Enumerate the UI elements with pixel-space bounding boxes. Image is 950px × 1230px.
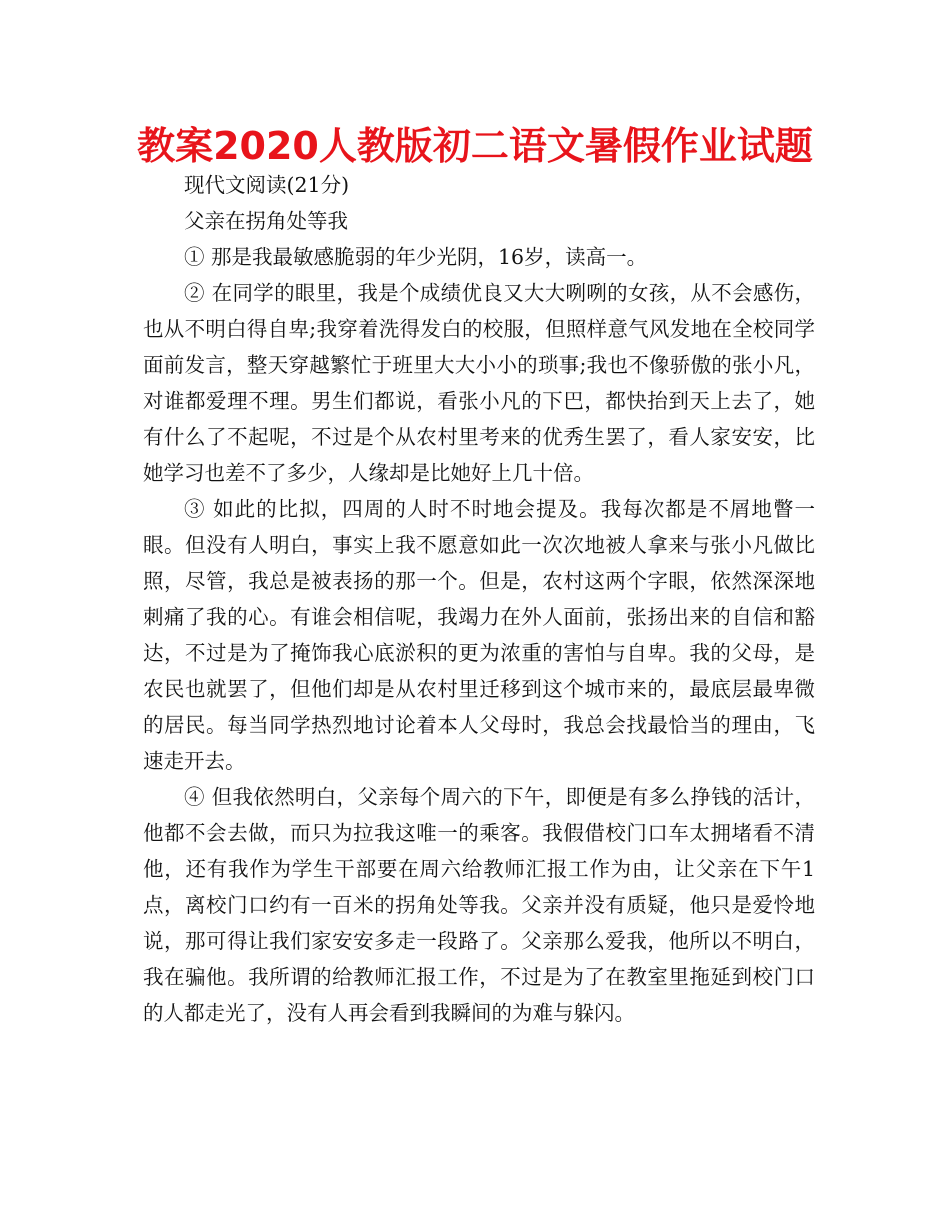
paragraph: ① 那是我最敏感脆弱的年少光阴，16岁，读高一。 (184, 245, 648, 269)
article-title: 父亲在拐角处等我 (184, 209, 348, 233)
section-heading: 现代文阅读(21分) (184, 173, 350, 197)
document-title: 教案2020人教版初二语文暑假作业试题 (137, 124, 813, 168)
paragraph: ④ 但我依然明白，父亲每个周六的下午，即便是有多么挣钱的活计，他都不会去做，而只为拉我这唯一的乘客。我假借校门口车太拥堵看不清他，还有我作为学生干部要在周六给教师汇报工作为由，让父亲在下午1点，离校门口约有一百米的拐角处等我。父亲并没有质疑，他只是爱怜地说，那可得让我们家安安多走一段路了。父亲那么爱我，他所以不明白，我在骗他。我所谓的给教师汇报工作，不过是为了在教室里拖延到校门口的人都走光了，没有人再会看到我瞬间的为难与躲闪。 (143, 785, 815, 1025)
document-body (143, 167, 815, 1031)
paragraph: ③ 如此的比拟，四周的人时不时地会提及。我每次都是不屑地瞥一眼。但没有人明白，事实上我不愿意如此一次次地被人拿来与张小凡做比照，尽管，我总是被表扬的那一个。但是，农村这两个字眼，依然深深地刺痛了我的心。有谁会相信呢，我竭力在外人面前，张扬出来的自信和豁达，不过是为了掩饰我心底淤积的更为浓重的害怕与自卑。我的父母，是农民也就罢了，但他们却是从农村里迁移到这个城市来的，最底层最卑微的居民。每当同学热烈地讨论着本人父母时，我总会找最恰当的理由，飞速走开去。 (143, 497, 815, 773)
paragraph: ② 在同学的眼里，我是个成绩优良又大大咧咧的女孩，从不会感伤，也从不明白得自卑;我穿着洗得发白的校服，但照样意气风发地在全校同学面前发言，整天穿越繁忙于班里大大小小的琐事;我也不像骄傲的张小凡，对谁都爱理不理。男生们都说，看张小凡的下巴，都快抬到天上去了，她有什么了不起呢，不过是个从农村里考来的优秀生罢了，看人家安安，比她学习也差不了多少，人缘却是比她好上几十倍。 (143, 281, 815, 485)
